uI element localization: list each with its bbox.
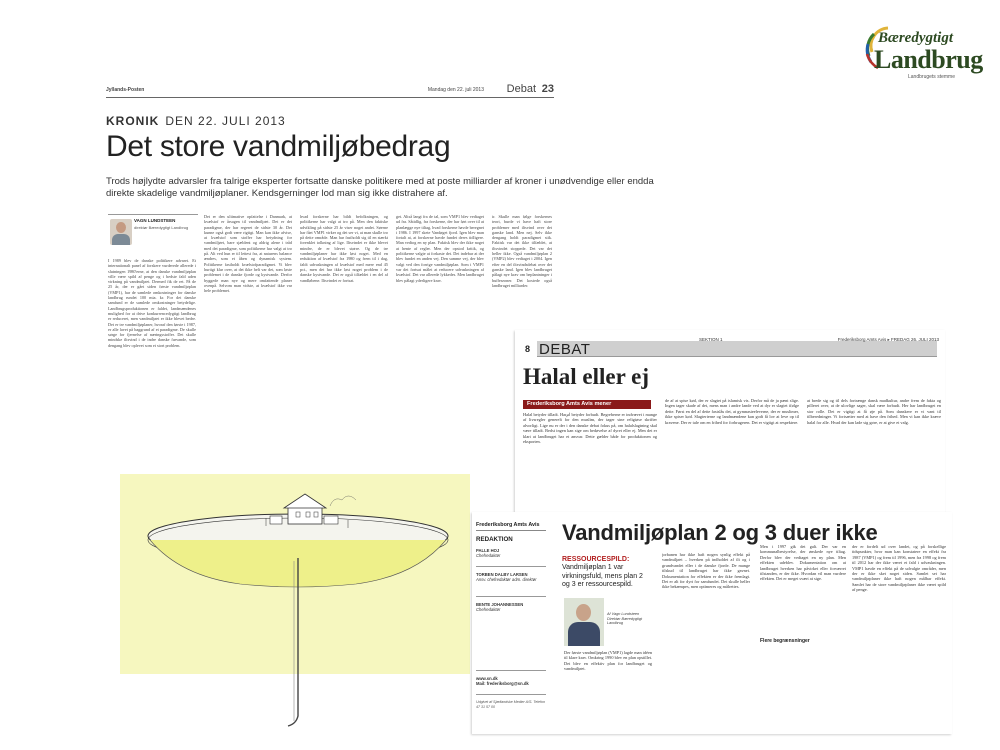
article-column-5: ir. Skulle man følge forskernes teori, burde vi have haft store problemer med iltsvind over det ganske land. Men nej. Selv ikke dengang holdt paradigmet stik. Faktisk var det ikke tilfældet, at iltsvindet stoppede. Det var det heller ikke. Også vandmiljøplan 2 (VMP2) blev vedtaget i 2004. Igen efter en del iltsvindsdebat over det ganske land. Igen blev landbruget pålagt nye krav om beplantninger i bufferzoner. Det kostede også landbruget milliarder. (492, 214, 552, 288)
article-title: Halal eller ej (523, 364, 650, 389)
editorial-column-3: at brede sig og til dels fortrænge dansk madkultur, andre frem de fakta og pilleret over, at de ulovlige sager, skal være forbudt. Her har landbruget en stor rolle. Det er vigtigt at få øje på. Som danskere er vi vant til tilberedninger. Vi fortsætter med at have den frihed. Men vi kan ikke kræve halal for alle. Hvad der kan lade sig gøre, er at give et valg. (807, 398, 941, 425)
clipping-vandmiljoplan (472, 512, 952, 734)
editorial-label-bar (523, 400, 651, 409)
page-number: 8 (525, 344, 531, 354)
editorial-label: Frederiksborg Amts Avis mener (527, 401, 612, 407)
logo-line1: Bæredygtigt (878, 30, 953, 46)
logo-line2: Landbrug (874, 45, 983, 74)
article-column-1: Der første vandmiljøplan (VMP1) lagde man idéen til klare krav. Omkring 1990 blev en plan opstillet. Det blev en effektiv plan for landbruget og vandmiljøet. (564, 650, 652, 672)
paper-name: Jyllands-Posten (106, 87, 145, 93)
byline-role: direktør Bæredygtigt Landbrug (134, 225, 189, 230)
kicker (106, 114, 286, 128)
logo-line3: Landbrugets stemme (908, 74, 955, 80)
article-column-2: jorbanen har ikke haft nogen synlig effekt på vandmiljøet – hverken på indholdet af ilt og i grundvandet eller i de danske fjorde. De mange tilskud til landbruget har ikke gavnet. Dokumentation for effekten er der ikke fremlagt. Det er alt for dyrt for samfundet. Det skulle heller ikke bekæmpes, men optimeres og målrettes. (662, 552, 750, 590)
article-column-4: der er fordelt ud over landet, og på forskellige tidspunkter, hvor man kan konstatere en effekt fra 1987 (VMP1) og frem til 1996, men fra 1998 og frem til 2012 har der ikke været et fald i udvaskningen. VMP1 havde en effekt på de udvalgte områder, men der er ikke sket noget siden. Samlet set har vandmiljøplaner ikke haft nogen målbar effekt. Samlet har de store vandmiljøplaner ikke været spild af penge. (852, 544, 946, 593)
publisher-note: Udgivet af Sjællandske Medier A/S. Telefon 47 31 57 00 (476, 700, 546, 709)
author-photo (110, 219, 132, 245)
divider (476, 694, 546, 695)
newspaper-header (106, 83, 554, 98)
subheading: Flere begrænsninger (760, 638, 810, 644)
redaktion-heading: REDAKTION (476, 536, 513, 543)
staff-entry: BENTE JOHANNESSEN Chefredaktør (476, 602, 524, 612)
article-lead (562, 556, 652, 590)
article-column-4: get. Altså langt fra de tal, som VMP1 blev vedtaget ud fra. Såtidlig, fra forskerne, der har ført over til at planlægge nye tiltag, hvad forskerne havde beregnet i 1986. I 1997 skete Vandøget fjord. Igen blev man fortalt at, at forskerne havde fundet deres tidligere. Man vedtog en ny plan. Faktisk blev der ikke noget at hente af regler. Men der opstod kritik, og politikerne valgte at forkaste det. Det indebar at der blev fundet en anden vej. Den samme vej, der blev valgt ved den forrige vandmiljøplan. Som i VMP1 var det fortsat målet at reducere udvaskningen af kvælstof. Det var allerede lykkedes. Men landbruget blev pålagt yderligere krav. (396, 214, 484, 283)
article-title: Det store vandmiljøbedrag (106, 130, 451, 163)
section-name: Debat (506, 83, 536, 95)
masthead-sidebar (472, 512, 552, 734)
divider (476, 670, 546, 671)
baeredygtigt-landbrug-logo (852, 22, 983, 84)
debat-bar (537, 341, 937, 357)
debat-heading: DEBAT (539, 341, 591, 358)
article-column-2: Det er den ultimative opfattelse i Danmark, at kvælstof er årsagen til vandmiljøet. Det er det paradigme, der har regeret de sidste 30 år. Det kunne også godt være rigtigt. Man kan ikke afvise, at kvælstof som stoffer har betydning for vandmiljøet, bare sjældent og aldrig alene i tråd med det paradigme, som politikerne har valgt at tro på. Alt ved hun er til lettest fra, at naturens balance ændres, som et åben og dynamisk system. Politikerne fastholdt kvælstofparadigmet. Vi blev hurtigt klar over, at det ikke helt var det, som løste problemet i de danske fjorde og kystvande. Derfor byggede man nye og mere omfattende planer ovenpå. Selvom man vidste, at kvælstof ikke var hele problemet. (204, 214, 292, 294)
divider (476, 596, 546, 597)
page-number: 23 (541, 83, 554, 95)
author-photo (564, 598, 604, 646)
contact-info: www.sn.dk Mail: frederiksborg@sn.dk (476, 676, 529, 686)
byline-name: VAGN LUNDSTEEN (134, 218, 176, 223)
cartoon-illustration (120, 466, 470, 728)
byline-box (108, 214, 198, 256)
paper-date: Frederiksborg Amts Avis ▸ FREDAG 26. JULI 2013 (837, 337, 939, 342)
kicker-label: KRONIK (106, 114, 160, 128)
article-deck: Trods højlydte advarsler fra talrige eksperter fortsatte danske politikere med at poste milliarder af kroner i unødvendige eller endda direkte skadelige vandmiljøplaner. Kendsgerninger lod man sig ikke distrahere af. (106, 176, 654, 199)
article-column-1: I 1989 blev de danske politikere advaret. Et internationalt panel af forskere vurderede allerede i slutningen 1980'erne, at den danske vandmiljøplan ville være spild af penge og i bedste fald uden virkning på vandmiljøet. Dermed fik de ret. På de 25 år, der er gået siden første vandmiljøplan (VMP1), har de samlede omkostninger for danske landbrug rundet 100 mia. kr. For det danske samfund er de samlede omkostninger betydelige. Landbrugsproduktionen er faldet, landmændenes mulighed for at drive konkurrencedygtigt landbrug er reduceret, men vandmiljøet er ikke blevet bedre. Det er tre vandmiljøplaner, hvoraf den første i 1987, er alle lavet på baggrund af et paradigme. De skulle sørge for fjernelse af næringsstoffer. Det skulle mindske iltsvind i de indre danske farvande, som dengang blev oplevet som et stort problem. (108, 258, 196, 348)
editorial-column-1: Halal betyder tilladt. Harام betyder forbudt. Begreberne er indvævet i mange af livsregler generelt for den muslim, der tager sine religiøse skrifter alvorligt. Lige nu er der i den danske debat fokus på, om halalslagtning skal være tilladt. Bedst ingen kan sige om bedøvelse af dyret eller ej. Men det er klart at landbruget har et ansvar. Dette gælder både for produktionen og eksporten. (523, 412, 657, 445)
staff-entry: PALLE HOJ Chefredaktør (476, 548, 501, 558)
kicker-date: DEN 22. JULI 2013 (165, 114, 286, 128)
lead-label: RESSOURCESPILD: (562, 556, 630, 563)
editorial-column-2: de af at spise kød, der er slagtet på islamisk vis. Derfor må de ja pænt slige. Ingen tager skade af det, mens man i andre lande ved at dyr er slagtet ifølge dette. Først en del af dette fastslås det, at gymnasieeleverne, der er muslimer, ikke spiser kød. Slagterierne og landmændene kan godt få lov at leve op til kravene. Der er tale om en frihed for forbrugeren. Det er vigtigt at respektere. (665, 398, 799, 425)
clipping-halal (515, 330, 945, 527)
photo-caption: Af Vagn Lundsteen Direktør Bæredygtigt Landbrug (607, 612, 643, 626)
paper-date: Mandag den 22. juli 2013 (427, 87, 484, 93)
divider (476, 566, 546, 567)
article-column-3: hvad forskerne har bildt befolkningen, og politikerne har valgt at tro på. Men den faktiske udvikling på sidste 25 år viser noget andet. Søerne har fået VMP1 virker og det ser vi, at man skulle tro på dette område. Man har fastholdt sig til en stærkt forenklet tolkning af lige. Iltsvindet er ikke blevet mindre, de er blevet større. Og de tre vandmiljøplaner har ikke løst noget. Med en reduktion af kvælstof fra 1980 og frem til i dag, faldt udvaskningen af kvælstof med mere end 45 pct., men det har ikke løst noget problem i de danske kystvande. Det er også tilfældet i en del af vandløbene. Iltsvindet er fortsat. (300, 214, 388, 283)
staff-entry: TORBEN DALBY LARSEN Ansv. chefredaktør adm. direktør (476, 572, 537, 582)
article-column-3: Men i 1997 gik det galt. Der var en kommunalbestyrelse, der ønskede nye tiltag. Derfor blev der vedtaget en ny plan. Men effekten udeblev. Dokumentation om at landbruget hverken har påvirket eller forværret tilstanden, er der ikke. Hvordan vil man vurdere effekten. Det er meget svært at sige. (760, 544, 846, 582)
lead-text: Vandmiljøplan 1 var virkningsfuld, mens plan 2 og 3 er ressourcespild. (562, 564, 643, 589)
sektion-label: SEKTION 1 (699, 337, 723, 342)
article-title: Vandmiljøplan 2 og 3 duer ikke (562, 520, 878, 545)
masthead: Frederiksborg Amts Avis (476, 522, 546, 531)
